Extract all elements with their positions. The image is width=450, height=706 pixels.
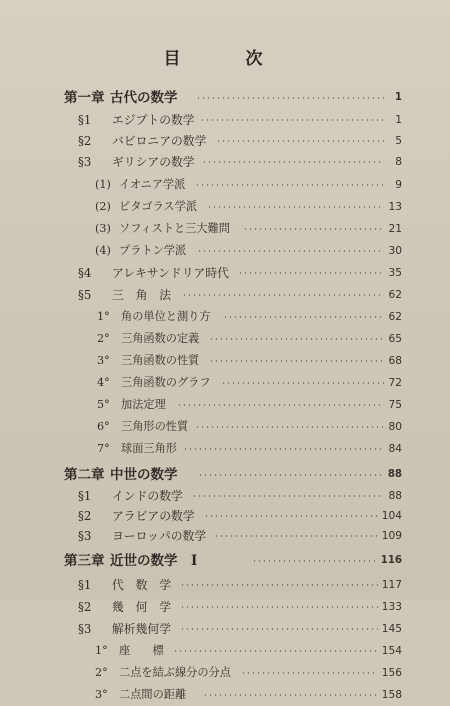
toc-entry-title: アレキサンドリア時代	[112, 266, 229, 280]
toc-entry-title: イオニア学派	[119, 178, 186, 191]
toc-entry	[95, 684, 402, 706]
toc-entry	[78, 618, 402, 640]
toc-entry	[95, 240, 402, 262]
leader-dots	[180, 606, 378, 608]
toc-entry-page: 9	[395, 179, 402, 191]
toc-entry-number: 第一章	[64, 90, 105, 106]
toc-entry	[78, 109, 402, 131]
toc-entry-number: §3	[78, 529, 92, 543]
toc-entry-page: 88	[387, 469, 402, 480]
leader-dots	[204, 515, 378, 517]
toc-entry-page: 62	[388, 289, 402, 301]
toc-entry-number: §2	[78, 600, 92, 614]
toc-entry-page: 13	[388, 201, 402, 213]
toc-entry-title: ギリシアの数学	[112, 155, 195, 169]
toc-entry-title: エジプトの数学	[112, 113, 195, 127]
toc-entry-page: 133	[381, 601, 402, 613]
toc-entry-number: (1)	[95, 178, 111, 191]
leader-dots	[243, 228, 384, 230]
toc-entry-heading	[97, 306, 211, 328]
toc-entry-number: 第二章	[64, 467, 105, 483]
toc-entry-heading	[97, 438, 177, 460]
toc-entry-page: 109	[381, 530, 402, 542]
toc-entry-heading	[95, 196, 197, 218]
toc-entry-page: 158	[381, 689, 402, 701]
toc-entry-number: 3°	[97, 354, 110, 367]
leader-dots	[238, 272, 384, 274]
toc-entry-heading	[64, 550, 197, 572]
leader-dots	[209, 360, 384, 362]
toc-entry-page: 116	[380, 555, 402, 566]
leader-dots	[177, 404, 384, 406]
leader-dots	[195, 426, 384, 428]
leader-dots	[173, 650, 378, 652]
leader-dots	[196, 97, 384, 99]
toc-entry-page: 30	[388, 245, 402, 257]
leader-dots	[214, 535, 378, 537]
toc-entry	[95, 174, 402, 196]
toc-entry-page: 21	[388, 223, 402, 235]
toc-entry-heading	[78, 485, 183, 507]
toc-entry-heading	[97, 416, 188, 438]
toc-entry-title: 幾 何 学	[112, 600, 171, 614]
toc-entry-title: 加法定理	[121, 398, 166, 411]
toc-entry-heading	[95, 174, 185, 196]
toc-entry-heading	[95, 240, 186, 262]
toc-entry-page: 154	[381, 645, 402, 657]
toc-entry-page: 72	[388, 377, 402, 389]
toc-entry-heading	[95, 684, 186, 706]
toc-entry-number: 1°	[95, 644, 108, 657]
leader-dots	[241, 672, 378, 674]
toc-entry	[64, 87, 402, 109]
toc-entry-heading	[78, 130, 206, 152]
toc-entry-page: 35	[388, 267, 402, 279]
leader-dots	[203, 694, 378, 696]
toc-entry-page: 1	[395, 114, 402, 126]
toc-entry-title: 三角形の性質	[121, 420, 189, 433]
toc-entry-title: 解析幾何学	[112, 622, 171, 636]
toc-entry-page: 5	[395, 135, 402, 147]
toc-entry	[78, 596, 402, 618]
toc-entry-number: §3	[78, 155, 92, 169]
toc-entry-number: 7°	[97, 442, 110, 455]
toc-entry	[78, 574, 402, 596]
leader-dots	[202, 161, 384, 163]
toc-entry-title: 球面三角形	[121, 442, 177, 455]
toc-entry-title: 座 標	[119, 644, 164, 657]
toc-entry-title: ソフィストと三大難問	[119, 222, 230, 235]
toc-entry-title: 古代の数学	[110, 90, 178, 106]
leader-dots	[200, 119, 384, 121]
toc-entry-title: ヨーロッパの数学	[112, 529, 207, 543]
toc-entry-page: 8	[395, 156, 402, 168]
toc-entry-page: 156	[381, 667, 402, 679]
toc-entry-page: 104	[381, 510, 402, 522]
toc-entry-heading	[78, 262, 229, 284]
toc-entry-number: 第三章	[64, 553, 105, 569]
leader-dots	[198, 474, 384, 476]
leader-dots	[216, 140, 384, 142]
toc-entry-heading	[97, 350, 199, 372]
leader-dots	[223, 316, 384, 318]
toc-entry-number: 3°	[95, 688, 108, 701]
toc-entry-number: §2	[78, 134, 92, 148]
toc-entry-heading	[97, 328, 199, 350]
toc-entry-number: §3	[78, 622, 92, 636]
toc-entry-heading	[97, 372, 211, 394]
table-of-contents	[0, 80, 450, 701]
toc-entry-page: 1	[394, 92, 402, 103]
toc-entry-number: §2	[78, 509, 92, 523]
toc-entry-heading	[95, 662, 231, 684]
toc-entry-title: 三 角 法	[112, 288, 171, 302]
toc-entry-title: プラトン学派	[119, 244, 187, 257]
leader-dots	[180, 628, 378, 630]
toc-entry-title: 近世の数学 I	[110, 553, 198, 569]
toc-entry-number: (4)	[95, 244, 111, 257]
toc-entry	[97, 438, 402, 460]
toc-entry	[78, 505, 402, 527]
toc-entry-heading	[64, 464, 178, 486]
toc-entry	[78, 485, 402, 507]
leader-dots	[180, 584, 378, 586]
leader-dots	[252, 560, 376, 562]
toc-entry-page: 62	[388, 311, 402, 323]
leader-dots	[197, 250, 384, 252]
toc-entry-page: 68	[388, 355, 402, 367]
toc-entry-heading	[97, 394, 166, 416]
toc-entry	[97, 394, 402, 416]
toc-entry	[78, 284, 402, 306]
toc-entry-heading	[78, 574, 171, 596]
toc-entry-number: §4	[78, 266, 92, 280]
leader-dots	[192, 495, 384, 497]
toc-entry-heading	[78, 596, 171, 618]
toc-entry-heading	[95, 218, 230, 240]
toc-entry-title: 角の単位と測り方	[121, 310, 211, 323]
toc-entry-page: 65	[388, 333, 402, 345]
toc-entry-number: 6°	[97, 420, 110, 433]
toc-entry	[97, 416, 402, 438]
toc-entry-number: 2°	[97, 332, 110, 345]
toc-entry-page: 80	[388, 421, 402, 433]
leader-dots	[221, 382, 384, 384]
toc-entry	[64, 464, 402, 486]
toc-entry	[95, 196, 402, 218]
toc-entry	[95, 640, 402, 662]
toc-entry	[97, 350, 402, 372]
toc-entry-number: §1	[78, 578, 92, 592]
toc-entry-heading	[78, 109, 195, 131]
leader-dots	[209, 338, 384, 340]
toc-entry-heading	[64, 87, 178, 109]
leader-dots	[207, 206, 384, 208]
toc-entry	[97, 372, 402, 394]
toc-entry	[95, 662, 402, 684]
toc-entry-heading	[78, 151, 195, 173]
toc-entry	[78, 130, 402, 152]
toc-entry	[97, 306, 402, 328]
toc-entry	[78, 151, 402, 173]
toc-entry-number: 4°	[97, 376, 110, 389]
toc-entry-title: 代 数 学	[112, 578, 171, 592]
toc-entry-number: §5	[78, 288, 92, 302]
toc-entry	[64, 550, 402, 572]
leader-dots	[182, 294, 384, 296]
toc-entry-heading	[78, 284, 171, 306]
leader-dots	[183, 448, 384, 450]
page-title: 目 次	[163, 49, 287, 69]
toc-entry-page: 117	[381, 579, 402, 591]
toc-entry-title: ピタゴラス学派	[119, 200, 197, 213]
toc-entry-heading	[78, 618, 171, 640]
toc-entry	[78, 525, 402, 547]
toc-entry	[78, 262, 402, 284]
toc-entry-heading	[78, 525, 206, 547]
toc-entry-title: 三角函数の性質	[121, 354, 200, 367]
toc-entry	[95, 218, 402, 240]
toc-entry-number: (2)	[95, 200, 111, 213]
toc-entry-title: 二点を結ぶ線分の分点	[119, 666, 231, 679]
toc-entry-number: §1	[78, 113, 92, 127]
toc-entry-heading	[95, 640, 164, 662]
toc-entry-page: 145	[381, 623, 402, 635]
toc-entry-title: 二点間の距離	[119, 688, 187, 701]
toc-entry-title: 三角函数のグラフ	[121, 376, 211, 389]
toc-entry-title: 中世の数学	[110, 467, 178, 483]
toc-entry-title: アラビアの数学	[112, 509, 195, 523]
toc-entry-page: 84	[388, 443, 402, 455]
toc-entry-title: 三角函数の定義	[121, 332, 200, 345]
toc-entry-number: 5°	[97, 398, 110, 411]
toc-entry-page: 88	[388, 490, 402, 502]
toc-entry-number: 1°	[97, 310, 110, 323]
toc-entry-number: §1	[78, 489, 92, 503]
toc-entry-number: 2°	[95, 666, 108, 679]
toc-entry-number: (3)	[95, 222, 111, 235]
toc-entry-page: 75	[388, 399, 402, 411]
leader-dots	[195, 184, 384, 186]
toc-entry-title: バビロニアの数学	[112, 134, 207, 148]
toc-entry-title: インドの数学	[112, 489, 183, 503]
toc-entry	[97, 328, 402, 350]
toc-entry-heading	[78, 505, 195, 527]
